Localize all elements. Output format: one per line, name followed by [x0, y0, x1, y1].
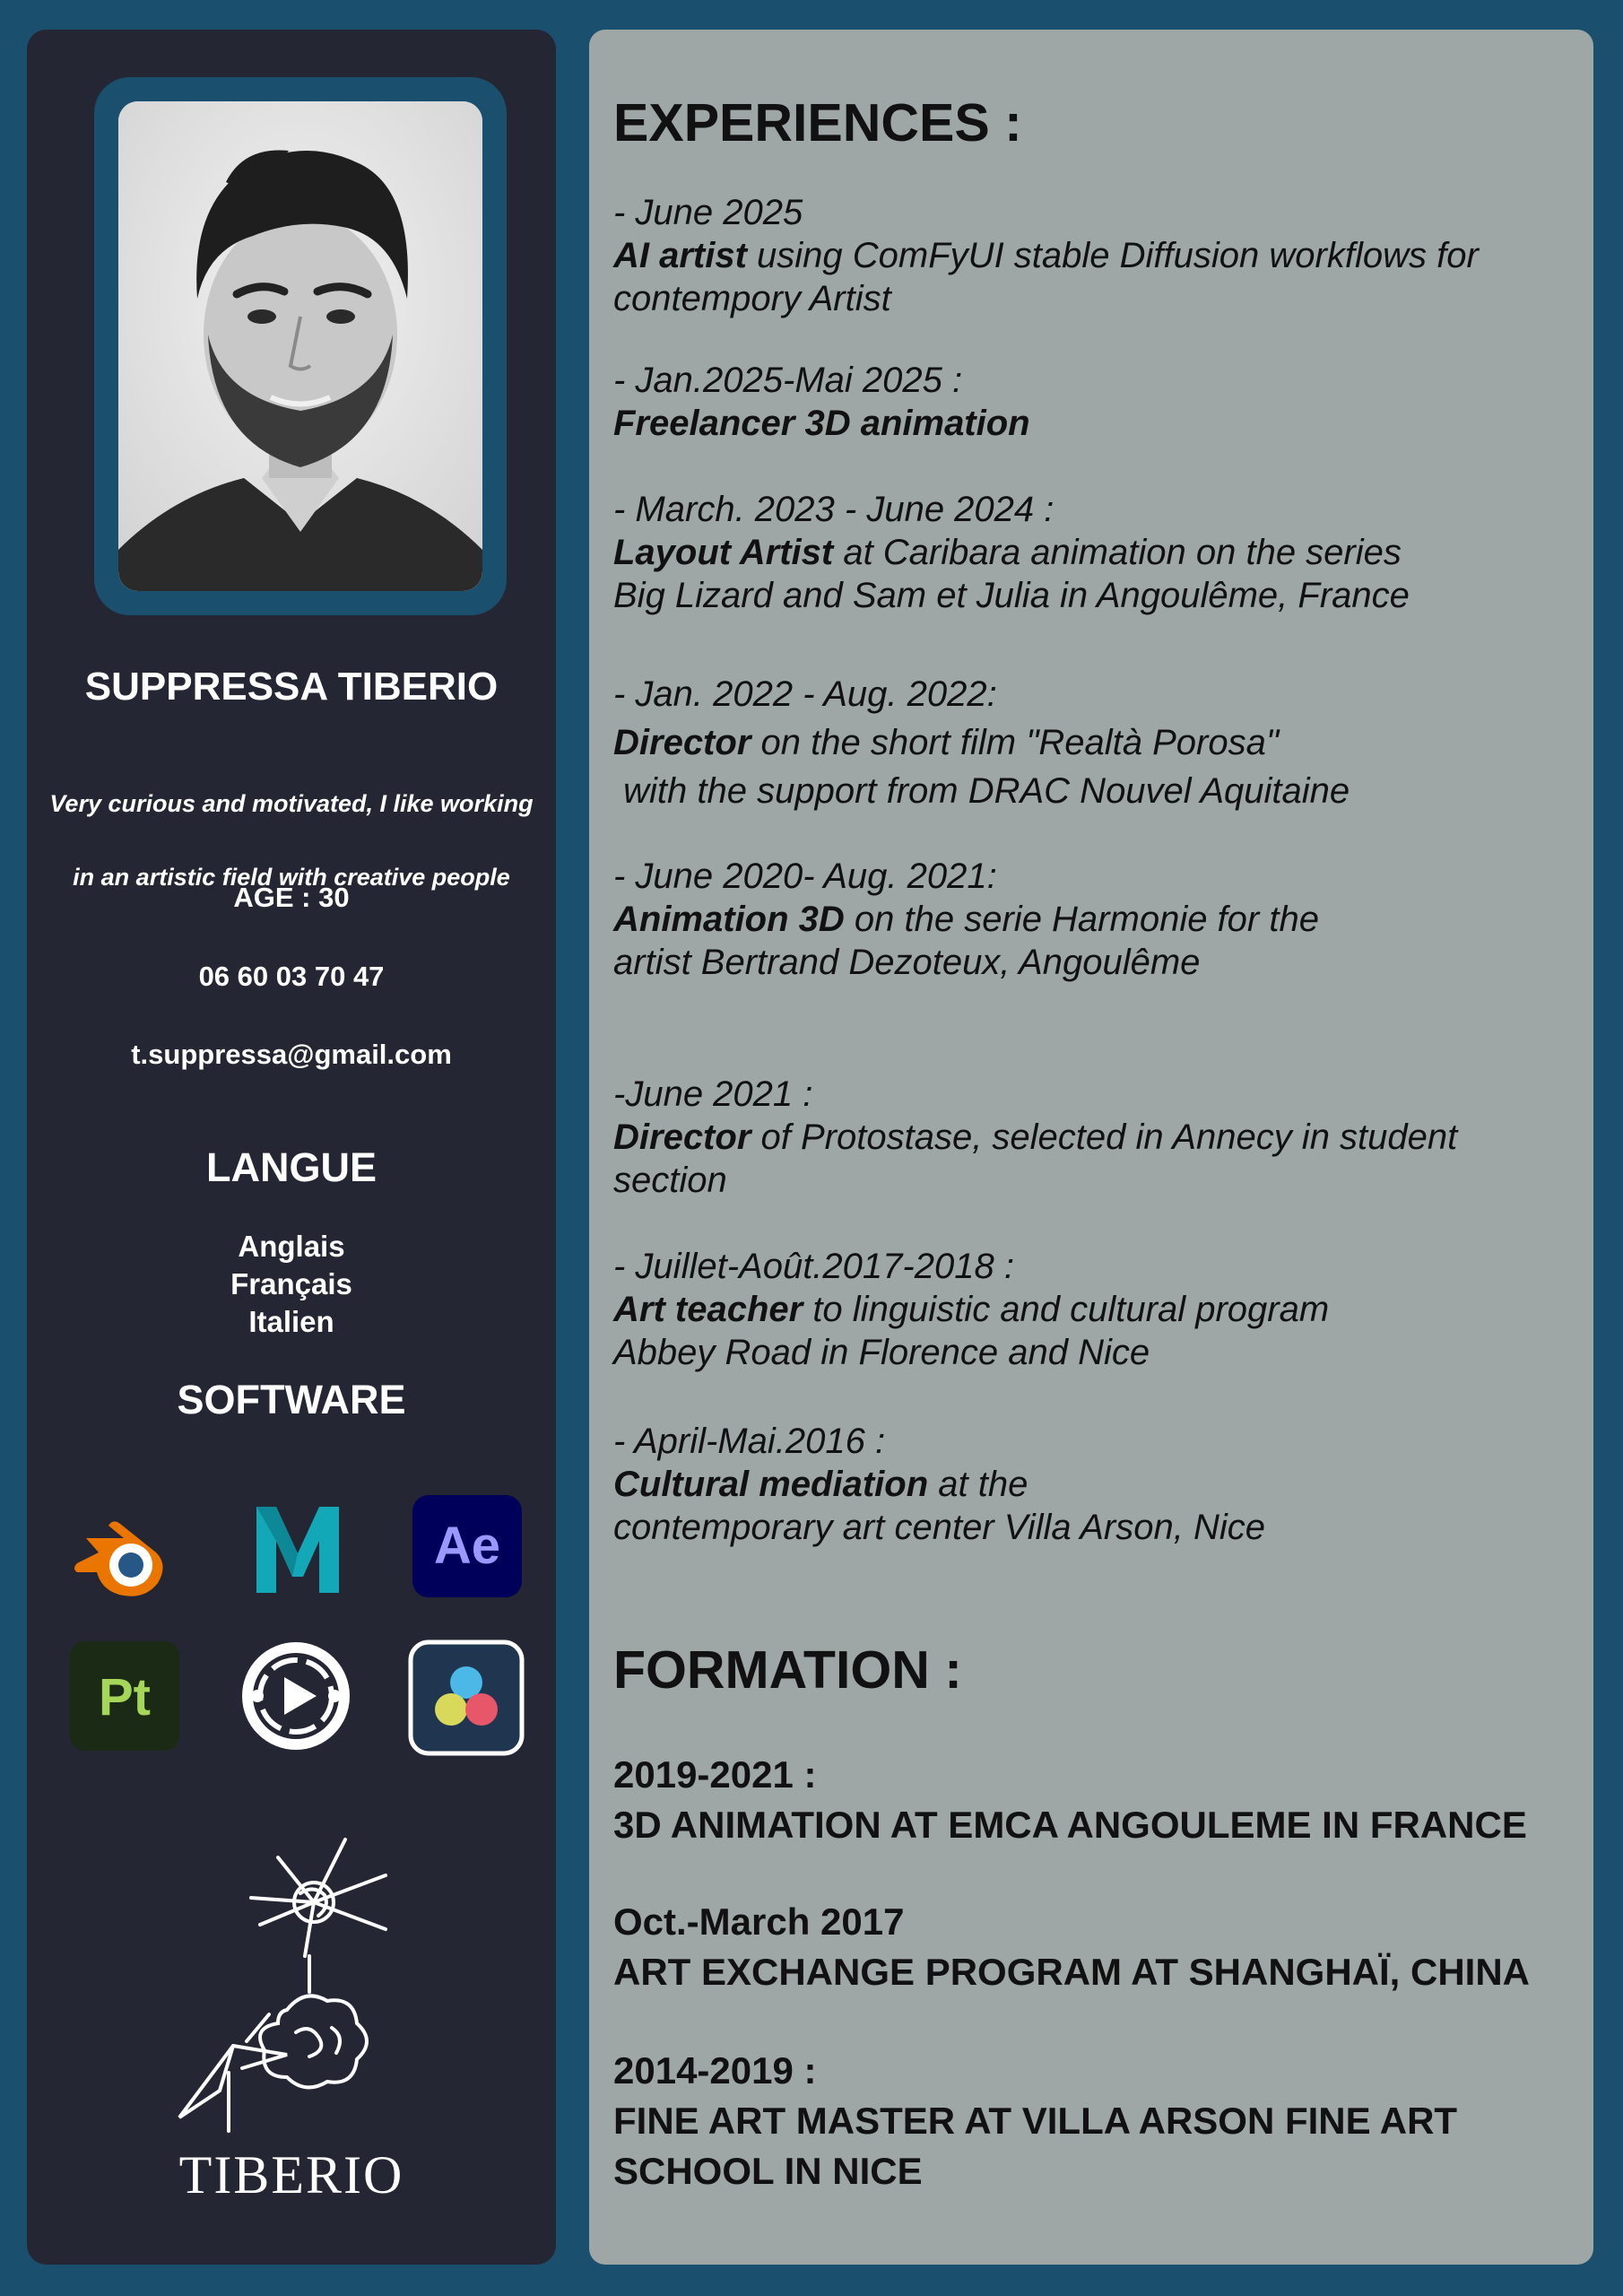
- experience-description: of Protostase, selected in Annecy in student: [751, 1118, 1458, 1157]
- email-address: t.suppressa@gmail.com: [131, 1039, 452, 1070]
- experience-date: - March. 2023 - June 2024 :: [613, 490, 1055, 529]
- experience-date: - Juillet-Août.2017-2018 :: [613, 1247, 1014, 1286]
- experience-description: contempory Artist: [613, 279, 891, 318]
- formation-item: [613, 1750, 1573, 1850]
- experience-description: at Caribara animation on the series: [833, 533, 1402, 572]
- phone-number: 06 60 03 70 47: [198, 961, 385, 992]
- experience-description: using ComFyUI stable Diffusion workflows for: [746, 236, 1479, 275]
- experience-role: Animation 3D: [613, 900, 845, 939]
- formation-date: 2019-2021 :: [613, 1753, 817, 1796]
- experience-item: [613, 191, 1573, 320]
- experience-role: AI artist: [613, 236, 747, 275]
- formation-description: SCHOOL IN NICE: [613, 2150, 923, 2192]
- formation-title: FORMATION :: [613, 1640, 962, 1700]
- logo-wordmark: TIBERIO: [178, 2145, 404, 2205]
- experience-description: artist Bertrand Dezoteux, Angoulême: [613, 943, 1201, 982]
- substance-painter-icon: [68, 1639, 181, 1752]
- profile-sidebar: [27, 30, 556, 2265]
- experience-date: - June 2025: [613, 193, 803, 232]
- experience-item: [613, 670, 1573, 815]
- person-name: SUPPRESSA TIBERIO: [84, 665, 499, 709]
- experience-role: Art teacher: [613, 1290, 803, 1329]
- experience-description: on the serie Harmonie for the: [844, 900, 1319, 939]
- experience-item: [613, 1073, 1573, 1202]
- software-title: SOFTWARE: [177, 1377, 406, 1422]
- language-item: Français: [230, 1267, 352, 1300]
- formation-item: [613, 1897, 1573, 1997]
- experience-date: - Jan. 2022 - Aug. 2022:: [613, 674, 997, 714]
- age: AGE : 30: [233, 882, 350, 913]
- formation-description: ART EXCHANGE PROGRAM AT SHANGHAÏ, CHINA: [613, 1951, 1531, 1993]
- experience-item: [613, 1245, 1573, 1374]
- experience-item: [613, 488, 1573, 617]
- experience-date: - April-Mai.2016 :: [613, 1422, 886, 1461]
- davinci-resolve-icon: [408, 1639, 525, 1756]
- experience-role: Cultural mediation: [613, 1465, 929, 1504]
- profile-photo: [118, 101, 482, 591]
- blender-icon: [68, 1500, 176, 1608]
- experience-description: Abbey Road in Florence and Nice: [613, 1333, 1150, 1372]
- experience-description: on the short film "Realtà Porosa": [751, 723, 1280, 762]
- experience-date: -June 2021 :: [613, 1074, 813, 1114]
- experience-role: Layout Artist: [613, 533, 834, 572]
- main-panel: [589, 30, 1593, 2265]
- experience-description: with the support from DRAC Nouvel Aquitaine: [613, 771, 1350, 811]
- formation-date: 2014-2019 :: [613, 2049, 817, 2092]
- experience-item: [613, 359, 1573, 445]
- tagline-line: in an artistic field with creative people: [73, 864, 510, 891]
- experience-description: contemporary art center Villa Arson, Nice: [613, 1508, 1265, 1547]
- experience-date: - Jan.2025-Mai 2025 :: [613, 361, 963, 400]
- experience-description: section: [613, 1161, 727, 1200]
- experience-description: at the: [928, 1465, 1028, 1504]
- experience-role: Director: [613, 723, 751, 762]
- langue-title: LANGUE: [206, 1144, 377, 1190]
- language-item: Anglais: [238, 1230, 345, 1263]
- tagline-line: Very curious and motivated, I like working: [49, 790, 534, 817]
- language-item: Italien: [248, 1305, 334, 1338]
- after-effects-icon: [411, 1493, 524, 1599]
- experiences-title: EXPERIENCES :: [613, 93, 1022, 152]
- animation-player-icon: [239, 1639, 352, 1752]
- formation-description: 3D ANIMATION AT EMCA ANGOULEME IN FRANCE: [613, 1804, 1527, 1846]
- experience-role: Director: [613, 1118, 751, 1157]
- experience-description: to linguistic and cultural program: [803, 1290, 1330, 1329]
- experience-role: Freelancer 3D animation: [613, 404, 1030, 443]
- experience-date: - June 2020- Aug. 2021:: [613, 857, 997, 896]
- maya-icon: [244, 1496, 352, 1604]
- ae-label: Ae: [433, 1517, 501, 1575]
- experience-description: Big Lizard and Sam et Julia in Angoulême, France: [613, 576, 1410, 615]
- language-list: [27, 1228, 556, 1341]
- formation-date: Oct.-March 2017: [613, 1900, 905, 1943]
- experience-item: [613, 1420, 1573, 1549]
- experience-item: [613, 855, 1573, 984]
- profile-photo-frame: [94, 77, 507, 615]
- pt-label: Pt: [99, 1668, 151, 1726]
- formation-item: [613, 2046, 1573, 2196]
- formation-description: FINE ART MASTER AT VILLA ARSON FINE ART: [613, 2100, 1458, 2142]
